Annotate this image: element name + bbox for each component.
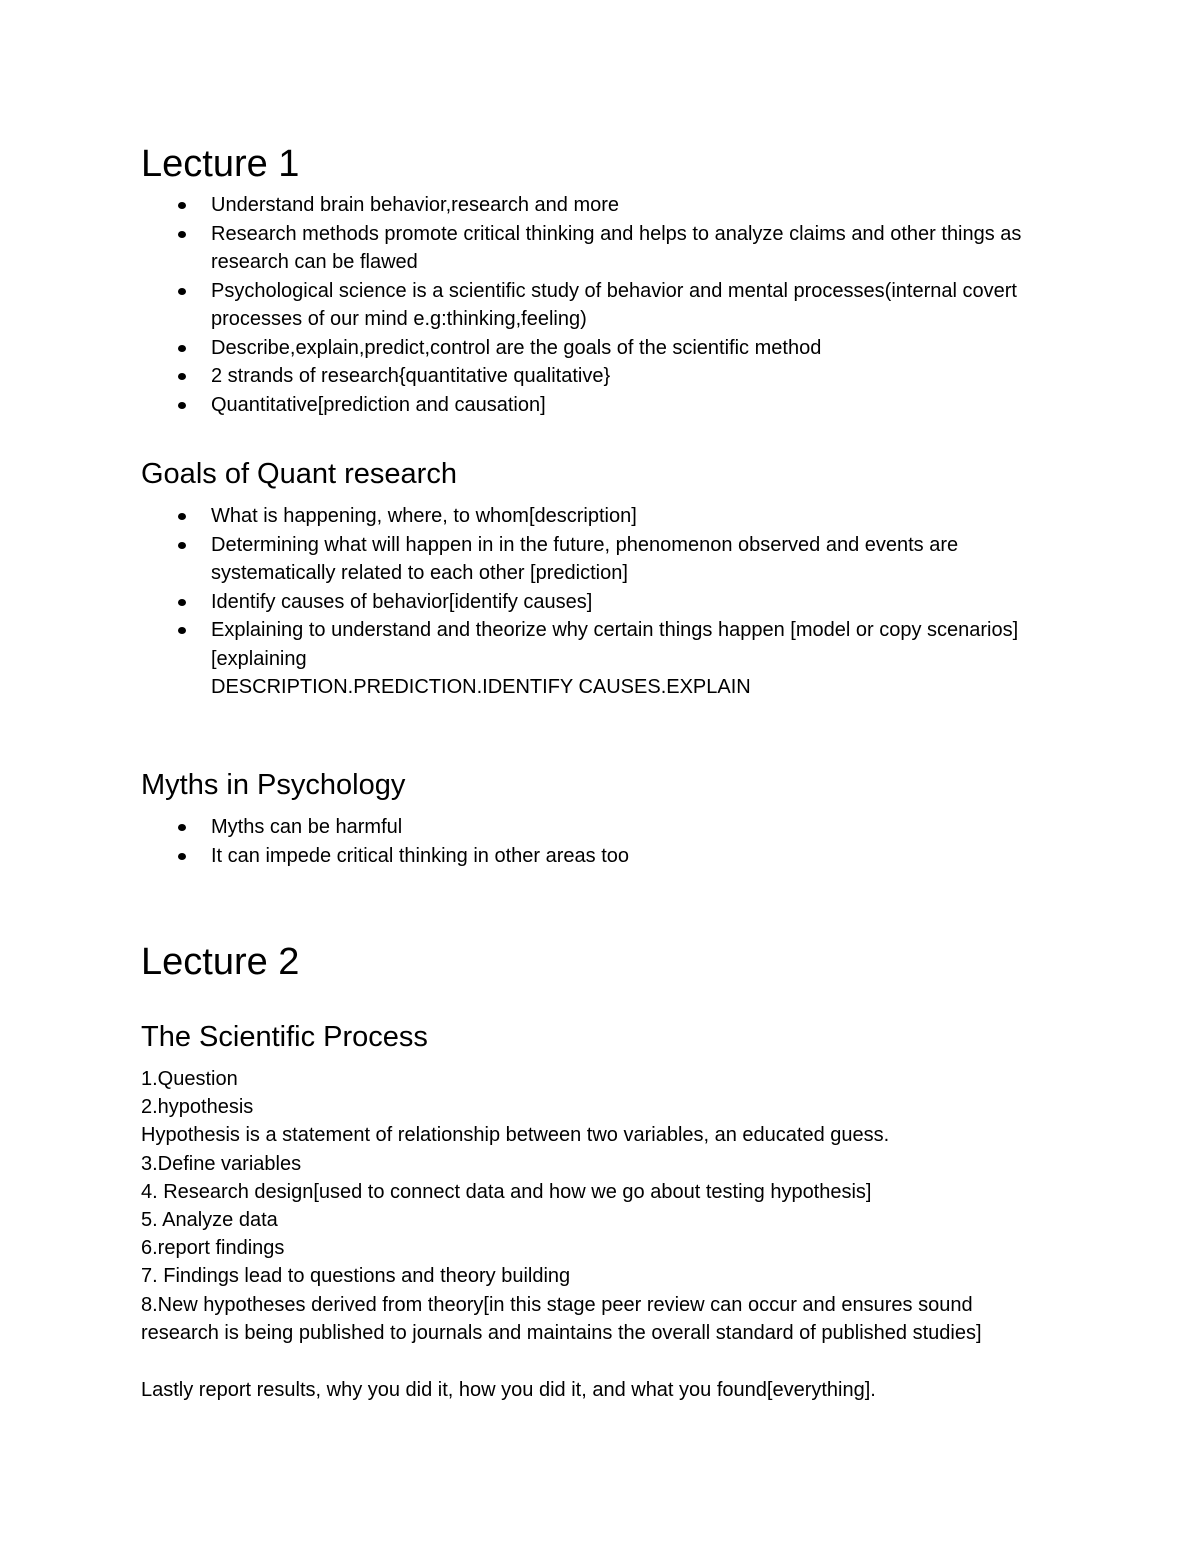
bullet-icon: [178, 627, 186, 634]
step-line: 7. Findings lead to questions and theory building: [141, 1265, 571, 1288]
list-item-text: Psychological science is a scientific study of behavior and mental processes(internal covert processes of our mind e.g:thinking,feeling): [211, 279, 1017, 330]
list-item: [141, 220, 1071, 277]
list-item: [141, 588, 1071, 617]
bullet-icon: [178, 402, 186, 409]
list-item-text: Describe,explain,predict,control are the goals of the scientific method: [211, 336, 822, 359]
step-line: 1.Question: [141, 1068, 238, 1090]
bullet-icon: [178, 542, 186, 549]
list-item: [141, 813, 1071, 842]
bullet-icon: [178, 599, 186, 606]
list-item-text: Identify causes of behavior[identify causes]: [211, 590, 593, 613]
step-line: 8.New hypotheses derived from theory[in this stage peer review can occur and ensures sound: [141, 1293, 973, 1316]
bullet-icon: [178, 513, 186, 520]
list-item-text: Determining what will happen in in the future, phenomenon observed and events are systematically related to each other [prediction]: [211, 533, 959, 584]
scientific-process-heading: The Scientific Process: [141, 1021, 428, 1053]
list-item: [141, 334, 1071, 363]
step-line: 6.report findings: [141, 1237, 285, 1260]
list-item-text: Research methods promote critical thinking and helps to analyze claims and other things as research can be flawed: [211, 222, 1022, 273]
step-line: 4. Research design[used to connect data and how we go about testing hypothesis]: [141, 1180, 872, 1203]
list-item-text: Quantitative[prediction and causation]: [211, 393, 546, 416]
list-item-text: Understand brain behavior,research and more: [211, 194, 620, 216]
step-line: 3.Define variables: [141, 1152, 302, 1175]
bullet-icon: [178, 373, 186, 380]
list-item-text: 2 strands of research{quantitative qualitative}: [211, 365, 611, 387]
bullet-icon: [178, 824, 186, 831]
bullet-icon: [178, 345, 186, 352]
scientific-process-steps: [141, 1065, 1071, 1347]
step-line: research is being published to journals and maintains the overall standard of published studies]: [141, 1321, 982, 1344]
list-item: [141, 191, 1071, 220]
bullet-icon: [178, 288, 186, 295]
myths-bullet-list: [141, 813, 1071, 870]
step-line: 5. Analyze data: [141, 1209, 278, 1232]
list-item-text: Myths can be harmful: [211, 816, 403, 838]
lecture-1-heading: Lecture 1: [141, 143, 300, 185]
goals-bullet-list: [141, 502, 1071, 702]
list-item-text: Explaining to understand and theorize why certain things happen [model or copy scenarios][explaining: [211, 619, 1019, 670]
list-item: [141, 277, 1071, 334]
bullet-icon: [178, 853, 186, 860]
list-item: [141, 362, 1071, 391]
lecture-2-heading: Lecture 2: [141, 941, 300, 983]
bullet-icon: [178, 202, 186, 209]
lecture-1-bullet-list: [141, 191, 1071, 419]
list-item-text: What is happening, where, to whom[description]: [211, 505, 637, 527]
goals-summary: DESCRIPTION.PREDICTION.IDENTIFY CAUSES.EXPLAIN: [211, 676, 751, 698]
myths-heading: Myths in Psychology: [141, 769, 406, 801]
list-item: [141, 842, 1071, 871]
bullet-icon: [178, 231, 186, 238]
closing-paragraph: Lastly report results, why you did it, how you did it, and what you found[everything].: [141, 1379, 876, 1401]
list-item: [141, 616, 1071, 702]
list-item: [141, 502, 1071, 531]
list-item-text: It can impede critical thinking in other areas too: [211, 844, 629, 867]
step-line: 2.hypothesis: [141, 1096, 254, 1119]
list-item: [141, 391, 1071, 420]
step-line: Hypothesis is a statement of relationship between two variables, an educated guess.: [141, 1124, 890, 1147]
list-item: [141, 531, 1071, 588]
goals-heading: Goals of Quant research: [141, 458, 457, 490]
